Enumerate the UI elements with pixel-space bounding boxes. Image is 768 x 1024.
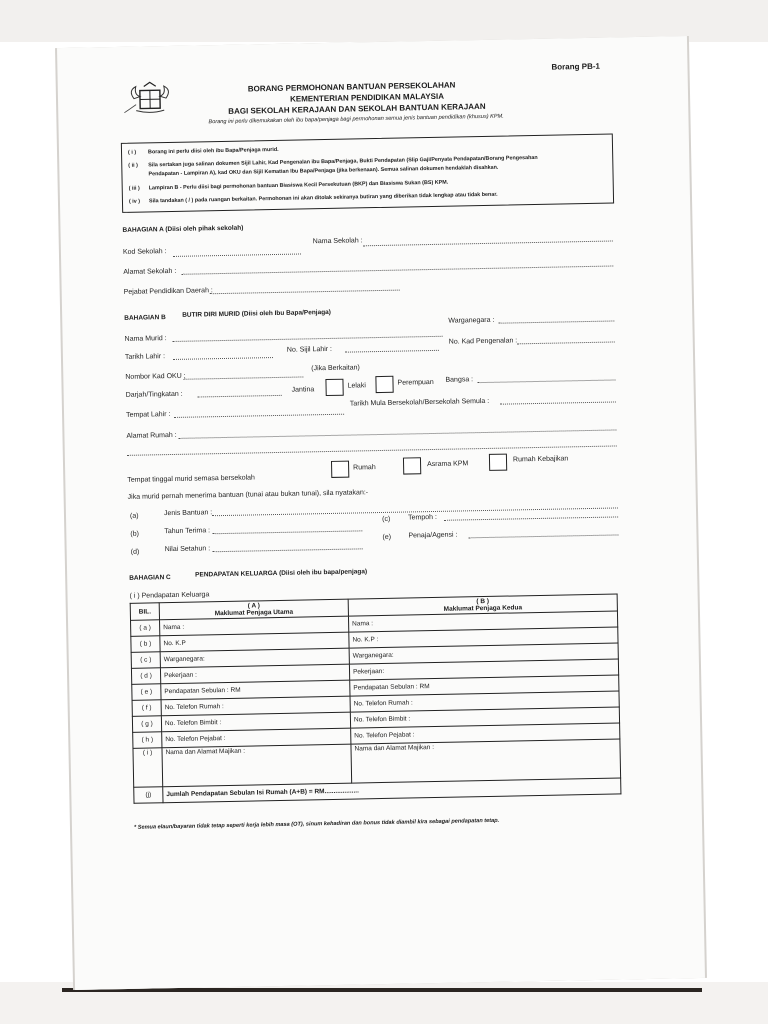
nilai-setahun-label: Nilai Setahun : [164,545,211,554]
kod-sekolah-field[interactable] [173,253,301,256]
row-number: ( e ) [132,684,161,701]
total-income: Jumlah Pendapatan Sebulan Isi Rumah (A+B) = RM................... [163,778,621,803]
penjaga-kedua-cell[interactable]: No. K.P : [349,627,618,648]
tempoh-label: Tempoh : [408,513,437,522]
warganegara-field[interactable] [498,320,614,323]
pejabat-label: Pejabat Pendidikan Daerah : [123,287,213,296]
total-num: (j) [134,787,163,804]
rumah-checkbox[interactable] [331,461,349,478]
footnote: * Semua elaun/bayaran tidak tetap seperti kerja lebih masa (OT), sinum kehadiran dan bonus tidak diambil kira sebagai pendapatan tetap. [133,817,500,831]
row-number: ( h ) [133,732,162,749]
section-a-heading: BAHAGIAN A (Diisi oleh pihak sekolah) [122,224,244,234]
bangsa-field[interactable] [478,379,616,383]
col-a-title: Maklumat Penjaga Utama [214,608,294,618]
tarikh-lahir-label: Tarikh Lahir : [124,353,166,361]
penjaga-kedua-cell[interactable]: Pekerjaan: [349,659,618,680]
col-b-title: Maklumat Penjaga Kedua [443,604,523,613]
instructions-box [121,133,614,212]
item-a-label: (a) [129,512,139,520]
no-sijil-label: No. Sijil Lahir : [286,345,333,354]
jika-berkaitan-label: (Jika Berkaitan) [311,364,360,373]
asrama-checkbox[interactable] [403,457,421,474]
penjaga-kedua-cell[interactable]: Warganegara: [349,643,618,664]
bangsa-label: Bangsa : [445,376,474,384]
row-number: ( g ) [132,716,161,733]
row-number: ( a ) [131,620,160,637]
row-number: ( i ) [133,748,163,788]
item-c-label: (c) [382,515,391,523]
title-line-2: KEMENTERIAN PENDIDIKAN MALAYSIA [289,91,445,104]
perempuan-checkbox[interactable] [375,376,393,393]
row-number: ( d ) [131,668,160,685]
penjaga-utama-cell[interactable]: Nama dan Alamat Majikan : [162,744,352,787]
form-code: Borang PB-1 [551,61,601,72]
darjah-field[interactable] [198,395,282,398]
subtitle: Borang ini perlu dikemukakan oleh ibu bapa/penjaga bagi permohonan semua jenis bantuan pendidikan (khusus) KPM. [208,113,504,126]
row-number: ( b ) [131,636,160,653]
note-2: ( ii ) Sila sertakan juga salinan dokumen Sijil Lahir, Kad Pengenalan ibu Bapa/Penjaga, Bukti Pendapatan (Slip Gaji/Penyata Pendapatan/Borang Pengesahan [128,154,538,169]
jenis-bantuan-label: Jenis Bantuan : [163,509,213,518]
tahun-terima-field[interactable] [212,530,362,534]
tempoh-field[interactable] [444,516,618,520]
col-a-letter: ( A ) [247,602,260,610]
note-4: ( iv ) Sila tandakan ( / ) pada ruangan berkaitan. Permohonan ini akan ditolak sekiranya butiran yang diberikan tidak lengkap atau tidak benar. [128,191,498,205]
penjaga-utama-cell[interactable]: No. Telefon Bimbit : [161,712,350,732]
penjaga-kedua-cell[interactable]: Nama dan Alamat Majikan : [351,739,621,783]
col-bil: BIL. [130,603,159,621]
kod-sekolah-label: Kod Sekolah : [122,248,167,256]
penjaga-utama-cell[interactable]: Pekerjaan : [160,664,349,684]
nama-sekolah-label: Nama Sekolah : [312,237,363,246]
penjaga-utama-cell[interactable]: Pendapatan Sebulan : RM [161,680,350,700]
pejabat-field[interactable] [210,290,400,295]
section-c-label: BAHAGIAN C [129,574,171,582]
item-b-label: (b) [130,530,139,538]
tarikh-mula-field[interactable] [500,401,616,404]
tarikh-mula-label: Tarikh Mula Bersekolah/Bersekolah Semula : [349,397,490,408]
alamat-sekolah-field[interactable] [181,265,613,274]
lelaki-label: Lelaki [347,382,366,390]
alamat-rumah-field[interactable] [179,429,617,438]
alamat-rumah-field-2[interactable] [127,445,617,455]
income-table [130,593,622,803]
pendapatan-keluarga-label: ( i ) Pendapatan Keluarga [129,591,210,600]
nama-sekolah-field[interactable] [363,240,613,246]
note-2-cont: Pendapatan - Lampiran A), kad OKU dan Sijil Kematian Ibu Bapa/Penjaga (jika berkenaan). Semua salinan dokumen hendaklah disahkan. [148,164,499,178]
penaja-field[interactable] [468,534,618,538]
penjaga-kedua-cell[interactable]: No. Telefon Rumah : [350,691,619,712]
tahun-terima-label: Tahun Terima : [164,527,211,536]
asrama-label: Asrama KPM [427,460,469,469]
section-b-heading: BUTIR DIRI MURID (Diisi oleh Ibu Bapa/Penjaga) [182,308,332,319]
col-b-letter: ( B ) [476,597,490,606]
tempat-tinggal-label: Tempat tinggal murid semasa bersekolah [127,474,255,484]
tempat-lahir-field[interactable] [174,414,344,418]
title-line-3: BAGI SEKOLAH KERAJAAN DAN SEKOLAH BANTUAN KERAJAAN [228,101,486,116]
penjaga-utama-cell[interactable]: Nama : [160,616,349,636]
nombor-oku-field[interactable] [183,376,303,379]
penaja-label: Penaja/Agensi : [408,531,458,540]
nilai-setahun-field[interactable] [213,548,363,552]
penjaga-kedua-cell[interactable]: No. Telefon Pejabat : [351,723,620,744]
penjaga-utama-cell[interactable]: No. Telefon Pejabat : [162,728,351,748]
perempuan-label: Perempuan [397,378,434,387]
penjaga-utama-cell[interactable]: No. K.P [160,632,349,652]
warganegara-label: Warganegara : [448,316,495,325]
alamat-sekolah-label: Alamat Sekolah : [123,267,177,276]
rumah-label: Rumah [353,464,376,472]
jika-murid-label: Jika murid pernah menerima bantuan (tunai atau bukan tunai), sila nyatakan:- [127,489,369,501]
row-number: ( f ) [132,700,161,717]
penjaga-utama-cell[interactable]: Warganegara: [160,648,349,668]
row-number: ( c ) [131,652,160,669]
nama-murid-label: Nama Murid : [124,335,167,343]
rumah-kebajikan-label: Rumah Kebajikan [512,455,569,464]
form-sheet [57,36,705,990]
penjaga-kedua-cell[interactable]: Nama : [348,611,617,632]
item-e-label: (e) [382,533,392,541]
item-d-label: (d) [130,548,140,556]
note-1: ( i ) Borang ini perlu diisi oleh ibu Bapa/Penjaga murid. [127,146,279,156]
crest-logo [124,80,177,117]
alamat-rumah-label: Alamat Rumah : [126,431,177,440]
title-line-1: BORANG PERMOHONAN BANTUAN PERSEKOLAHAN [247,80,456,94]
darjah-label: Darjah/Tingkatan : [125,390,183,399]
penjaga-utama-cell[interactable]: No. Telefon Rumah : [161,696,350,716]
jantina-label: Jantina [291,386,315,394]
nombor-oku-label: Nombor Kad OKU : [125,372,186,381]
no-sijil-field[interactable] [345,350,439,353]
section-b-label: BAHAGIAN B [124,314,166,322]
lelaki-checkbox[interactable] [325,379,343,396]
nama-murid-field[interactable] [173,336,443,342]
tempat-lahir-label: Tempat Lahir : [126,411,171,419]
rumah-kebajikan-checkbox[interactable] [489,454,507,471]
note-3: ( iii ) Lampiran B - Perlu diisi bagi permohonan bantuan Biasiswa Kecil Persekutuan (BKP) dan Biasiswa Sukan (BS) KPM. [128,179,449,192]
no-kad-field[interactable] [517,341,615,344]
tarikh-lahir-field[interactable] [173,357,273,360]
no-kad-label: No. Kad Pengenalan : [448,337,518,346]
section-c-heading: PENDAPATAN KELUARGA (Diisi oleh ibu bapa/penjaga) [195,568,368,579]
penjaga-kedua-cell[interactable]: Pendapatan Sebulan : RM [350,675,619,696]
penjaga-kedua-cell[interactable]: No. Telefon Bimbit : [350,707,619,728]
